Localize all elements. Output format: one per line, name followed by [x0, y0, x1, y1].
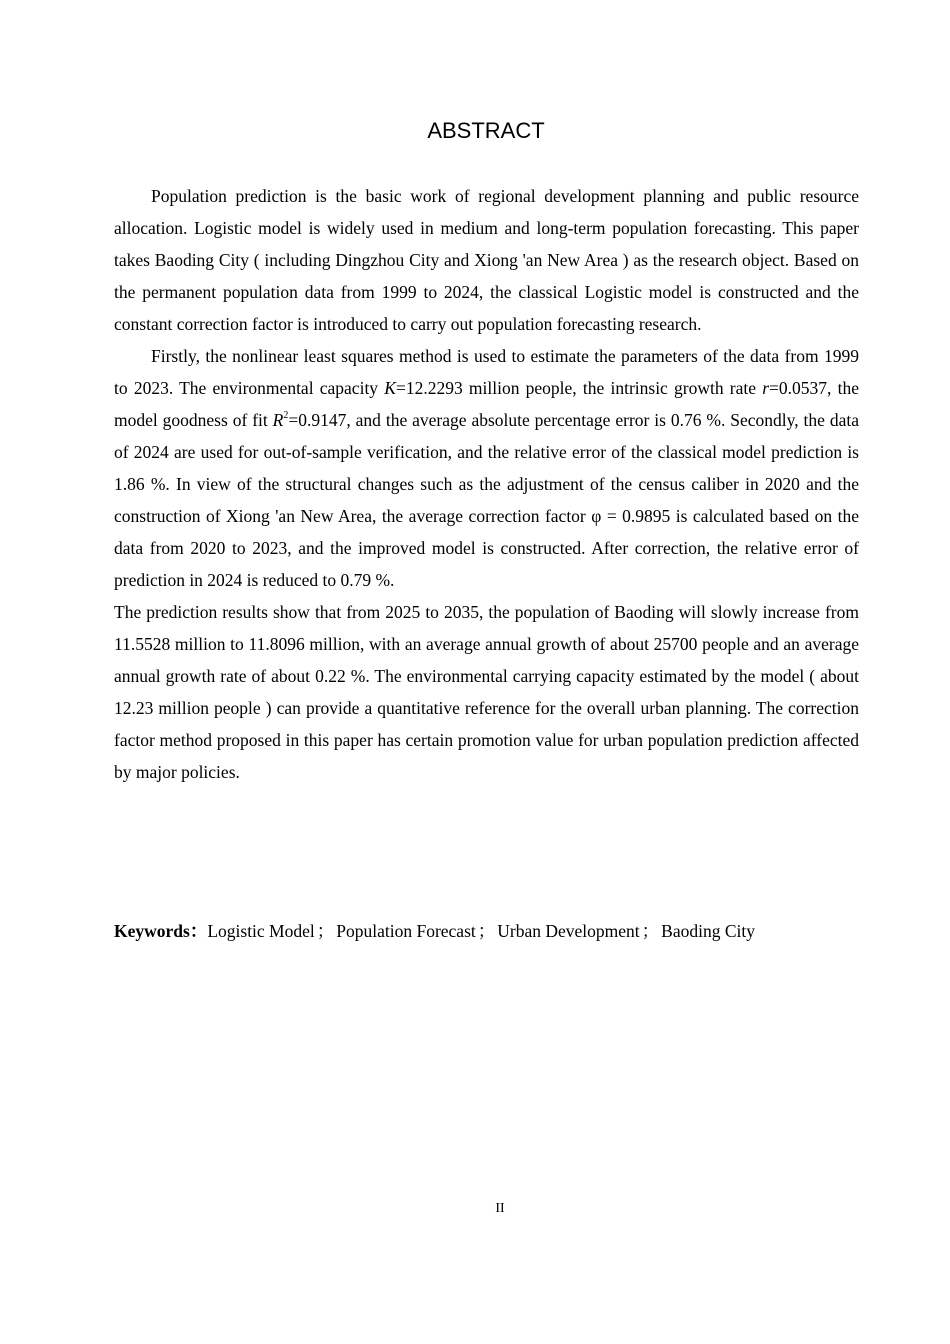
- abstract-paragraph-1: Population prediction is the basic work of regional development planning and public resource allocation. Logistic model is widely used in medium and long-term population forecasting. This paper takes Baoding City ( including Dingzhou City and Xiong 'an New Area ) as the research object. Based on the permanent population data from 1999 to 2024, the classical Logistic model is constructed and the constant correction factor is introduced to carry out population forecasting research.: [114, 186, 859, 334]
- paragraph-2-text-c: , the model goodness of fit: [114, 378, 860, 430]
- paragraph-2-text-d: , and the average absolute percentage error is 0.76 %. Secondly, the data of 2024 are used for out-of-sample verification, and the relative error of the classical model prediction is 1.86 %. In view of the structural changes such as the adjustment of the census caliber in 2020 and the construction of Xiong 'an New Area, the average correction factor φ = 0.9895 is calculated based on the data from 2020 to 2023, and the improved model is constructed. After correction, the relative error of prediction in 2024 is reduced to 0.79 %.: [114, 410, 859, 590]
- abstract-title: ABSTRACT: [427, 118, 545, 143]
- goodness-of-fit-formula: [273, 410, 347, 430]
- capacity-formula: [384, 378, 462, 398]
- capacity-value: =12.2293: [395, 378, 463, 398]
- keywords-label: Keywords：: [114, 921, 208, 941]
- capacity-symbol: K: [384, 378, 396, 398]
- keyword-item: Baoding City: [661, 921, 755, 941]
- growth-rate-value: =0.0537: [769, 378, 828, 398]
- page-number: II: [495, 1201, 505, 1216]
- keyword-separator: ；: [316, 921, 335, 941]
- goodness-of-fit-symbol: R: [272, 410, 284, 430]
- keyword-separator: ；: [477, 921, 496, 941]
- growth-rate-formula: [762, 378, 827, 398]
- keywords-line: [114, 915, 859, 947]
- goodness-of-fit-exponent: 2: [283, 410, 289, 421]
- paragraph-2-text-b: million people, the intrinsic growth rate: [462, 378, 763, 398]
- abstract-body: [114, 180, 859, 788]
- growth-rate-symbol: r: [762, 378, 770, 398]
- keyword-item: Population Forecast: [336, 921, 476, 941]
- keyword-item: Logistic Model: [207, 921, 315, 941]
- keyword-separator: ；: [641, 921, 660, 941]
- keyword-item: Urban Development: [497, 921, 640, 941]
- abstract-paragraph-2: [114, 340, 859, 596]
- paragraph-2-text-a: Firstly, the nonlinear least squares method is used to estimate the parameters of the data from 1999 to 2023. The environmental capacity: [114, 346, 859, 398]
- abstract-paragraph-3: The prediction results show that from 2025 to 2035, the population of Baoding will slowly increase from 11.5528 million to 11.8096 million, with an average annual growth of about 25700 people and an average annual growth rate of about 0.22 %. The environmental carrying capacity estimated by the model ( about 12.23 million people ) can provide a quantitative reference for the overall urban planning. The correction factor method proposed in this paper has certain promotion value for urban population prediction affected by major policies.: [114, 602, 859, 782]
- goodness-of-fit-value: =0.9147: [288, 410, 347, 430]
